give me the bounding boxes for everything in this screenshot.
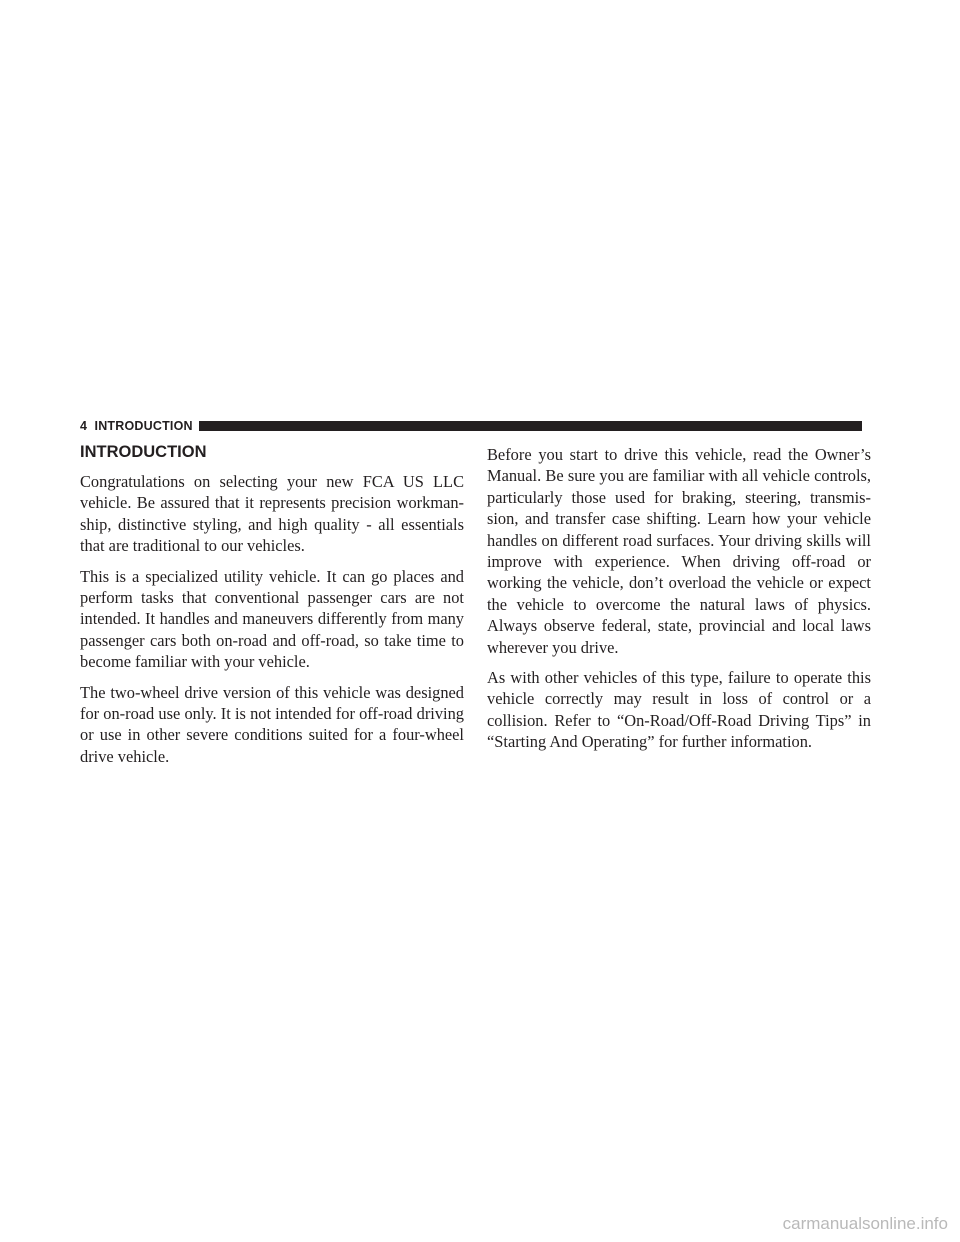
watermark: carmanualsonline.info (782, 1214, 948, 1233)
paragraph-loss-of-control: As with other vehicles of this type, failure to operate this vehicle correctly may result in loss of control or a collision. Refer to “On-Road/Off-Road Driving Tips” in “Starting And Operating” for further information. (487, 668, 871, 752)
running-header-label (80, 419, 199, 433)
section-title: INTRODUCTION (80, 443, 207, 461)
paragraph-congratulations: Congratulations on selecting your new FCA US LLC vehicle. Be assured that it represents precision workman-ship, distinctive styling, and high quality - all essentials that are traditional to our vehicles. (80, 472, 464, 556)
page-number: 4 (80, 419, 88, 433)
paragraph-before-you-drive: Before you start to drive this vehicle, read the Owner’s Manual. Be sure you are familiar with all vehicle controls, particularly those used for braking, steering, transmis-sion, and transfer case shifting. Learn how your vehicle handles on different road surfaces. Your driving skills will improve with experience. When driving off-road or working the vehicle, don’t overload the vehicle or expect the vehicle to overcome the natural laws of physics. Always observe federal, state, provincial and local laws wherever you drive. (487, 445, 871, 657)
running-header (80, 418, 862, 434)
paragraph-utility-vehicle: This is a specialized utility vehicle. It can go places and perform tasks that conventional passenger cars are not intended. It handles and maneuvers differently from many passenger cars both on-road and off-road, so take time to become familiar with your vehicle. (80, 566, 464, 672)
running-header-section: INTRODUCTION (94, 419, 193, 433)
paragraph-two-wheel-drive: The two-wheel drive version of this vehicle was designed for on-road use only. It is not intended for off-road driving or use in other severe conditions suited for a four-wheel drive vehicle. (80, 682, 464, 766)
right-column (487, 444, 871, 762)
left-column (80, 440, 464, 776)
header-rule (199, 421, 862, 431)
